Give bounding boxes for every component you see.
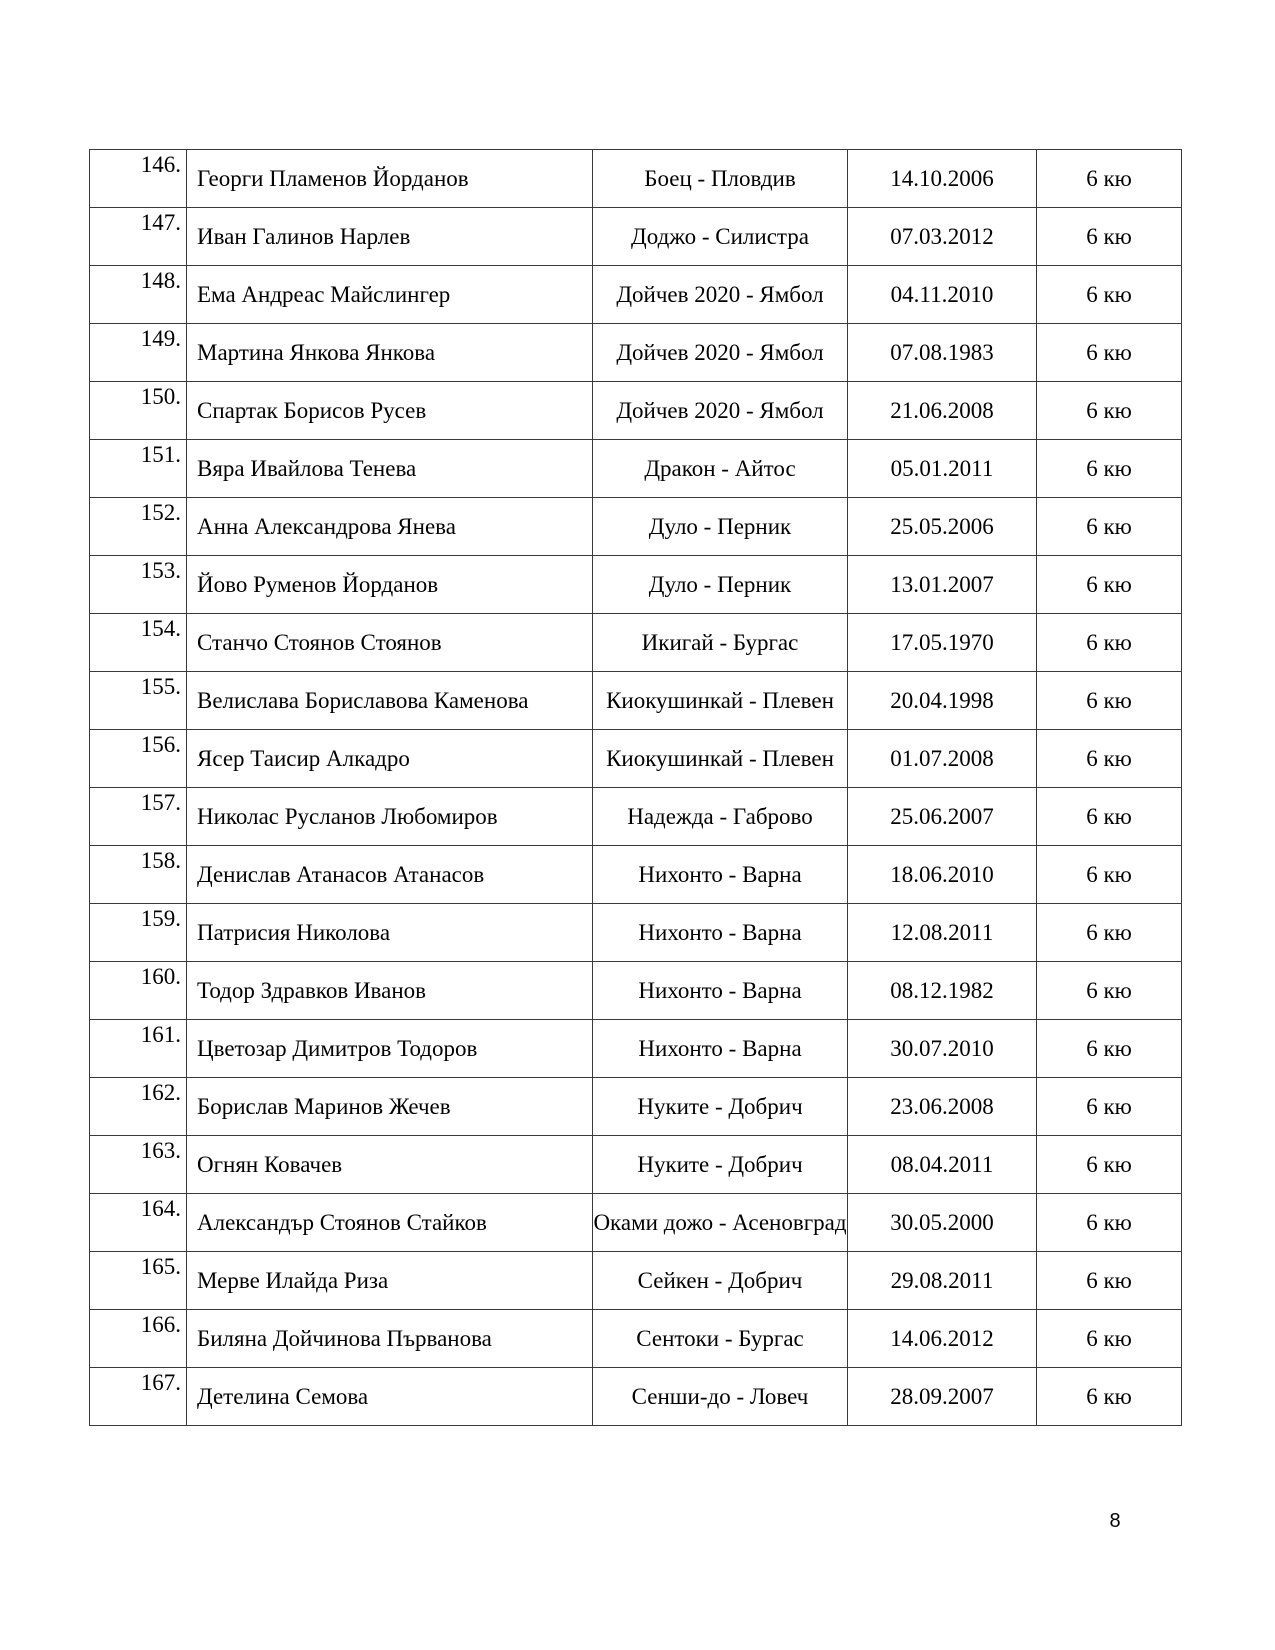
grade-cell: 6 кю (1037, 614, 1182, 672)
athlete-name-cell: Иван Галинов Нарлев (187, 208, 593, 266)
grade-cell: 6 кю (1037, 1252, 1182, 1310)
row-number-cell: 165. (90, 1252, 187, 1310)
grade-cell: 6 кю (1037, 962, 1182, 1020)
club-name-cell: Нихонто - Варна (593, 904, 848, 962)
club-name-cell: Дойчев 2020 - Ямбол (593, 266, 848, 324)
club-name-cell: Надежда - Габрово (593, 788, 848, 846)
row-number-cell: 158. (90, 846, 187, 904)
row-number-cell: 162. (90, 1078, 187, 1136)
table-row (90, 614, 1182, 672)
club-name-cell: Дойчев 2020 - Ямбол (593, 324, 848, 382)
row-number-cell: 163. (90, 1136, 187, 1194)
athlete-name-cell: Цветозар Димитров Тодоров (187, 1020, 593, 1078)
athlete-name-cell: Тодор Здравков Иванов (187, 962, 593, 1020)
club-name-cell: Доджо - Силистра (593, 208, 848, 266)
row-number-cell: 148. (90, 266, 187, 324)
club-name-cell: Нихонто - Варна (593, 1020, 848, 1078)
athlete-name-cell: Йово Руменов Йорданов (187, 556, 593, 614)
club-name-cell: Дракон - Айтос (593, 440, 848, 498)
athlete-name-cell: Станчо Стоянов Стоянов (187, 614, 593, 672)
athlete-name-cell: Мартина Янкова Янкова (187, 324, 593, 382)
table-row (90, 556, 1182, 614)
club-name-cell: Оками дожо - Асеновград (593, 1194, 848, 1252)
birth-date-cell: 07.03.2012 (848, 208, 1037, 266)
club-name-cell: Сентоки - Бургас (593, 1310, 848, 1368)
birth-date-cell: 08.04.2011 (848, 1136, 1037, 1194)
club-name-cell: Нуките - Добрич (593, 1078, 848, 1136)
athlete-name-cell: Ясер Таисир Алкадро (187, 730, 593, 788)
grade-cell: 6 кю (1037, 1078, 1182, 1136)
athlete-name-cell: Детелина Семова (187, 1368, 593, 1426)
row-number-cell: 146. (90, 150, 187, 208)
athlete-name-cell: Патрисия Николова (187, 904, 593, 962)
page-number: 8 (1109, 1510, 1121, 1532)
athlete-name-cell: Денислав Атанасов Атанасов (187, 846, 593, 904)
grade-cell: 6 кю (1037, 556, 1182, 614)
athlete-name-cell: Николас Русланов Любомиров (187, 788, 593, 846)
birth-date-cell: 29.08.2011 (848, 1252, 1037, 1310)
club-name-cell: Икигай - Бургас (593, 614, 848, 672)
table-row (90, 788, 1182, 846)
row-number-cell: 164. (90, 1194, 187, 1252)
birth-date-cell: 07.08.1983 (848, 324, 1037, 382)
table-row (90, 440, 1182, 498)
athlete-name-cell: Борислав Маринов Жечев (187, 1078, 593, 1136)
grade-cell: 6 кю (1037, 846, 1182, 904)
grade-cell: 6 кю (1037, 730, 1182, 788)
club-name-cell: Дуло - Перник (593, 556, 848, 614)
row-number-cell: 147. (90, 208, 187, 266)
table-row (90, 1136, 1182, 1194)
table-row (90, 1252, 1182, 1310)
club-name-cell: Киокушинкай - Плевен (593, 672, 848, 730)
birth-date-cell: 01.07.2008 (848, 730, 1037, 788)
club-name-cell: Нихонто - Варна (593, 846, 848, 904)
birth-date-cell: 20.04.1998 (848, 672, 1037, 730)
results-table-body (90, 150, 1182, 1426)
grade-cell: 6 кю (1037, 1020, 1182, 1078)
athlete-name-cell: Александър Стоянов Стайков (187, 1194, 593, 1252)
grade-cell: 6 кю (1037, 1136, 1182, 1194)
birth-date-cell: 18.06.2010 (848, 846, 1037, 904)
athlete-name-cell: Вяра Ивайлова Тенева (187, 440, 593, 498)
club-name-cell: Боец - Пловдив (593, 150, 848, 208)
table-row (90, 382, 1182, 440)
birth-date-cell: 30.05.2000 (848, 1194, 1037, 1252)
grade-cell: 6 кю (1037, 1368, 1182, 1426)
athlete-name-cell: Огнян Ковачев (187, 1136, 593, 1194)
athlete-name-cell: Велислава Бориславова Каменова (187, 672, 593, 730)
table-row (90, 1368, 1182, 1426)
birth-date-cell: 30.07.2010 (848, 1020, 1037, 1078)
table-row (90, 1194, 1182, 1252)
grade-cell: 6 кю (1037, 324, 1182, 382)
birth-date-cell: 14.06.2012 (848, 1310, 1037, 1368)
club-name-cell: Нихонто - Варна (593, 962, 848, 1020)
athlete-name-cell: Спартак Борисов Русев (187, 382, 593, 440)
birth-date-cell: 28.09.2007 (848, 1368, 1037, 1426)
grade-cell: 6 кю (1037, 1310, 1182, 1368)
birth-date-cell: 12.08.2011 (848, 904, 1037, 962)
table-row (90, 150, 1182, 208)
table-row (90, 1020, 1182, 1078)
grade-cell: 6 кю (1037, 498, 1182, 556)
row-number-cell: 155. (90, 672, 187, 730)
grade-cell: 6 кю (1037, 904, 1182, 962)
club-name-cell: Дуло - Перник (593, 498, 848, 556)
row-number-cell: 160. (90, 962, 187, 1020)
birth-date-cell: 05.01.2011 (848, 440, 1037, 498)
row-number-cell: 154. (90, 614, 187, 672)
row-number-cell: 150. (90, 382, 187, 440)
birth-date-cell: 25.05.2006 (848, 498, 1037, 556)
birth-date-cell: 14.10.2006 (848, 150, 1037, 208)
table-row (90, 498, 1182, 556)
birth-date-cell: 08.12.1982 (848, 962, 1037, 1020)
grade-cell: 6 кю (1037, 150, 1182, 208)
athlete-name-cell: Анна Александрова Янева (187, 498, 593, 556)
birth-date-cell: 25.06.2007 (848, 788, 1037, 846)
table-row (90, 266, 1182, 324)
grade-cell: 6 кю (1037, 266, 1182, 324)
row-number-cell: 156. (90, 730, 187, 788)
athlete-name-cell: Мерве Илайда Риза (187, 1252, 593, 1310)
table-row (90, 324, 1182, 382)
table-row (90, 962, 1182, 1020)
row-number-cell: 159. (90, 904, 187, 962)
table-row (90, 208, 1182, 266)
athlete-name-cell: Ема Андреас Майслингер (187, 266, 593, 324)
table-row (90, 1310, 1182, 1368)
table-row (90, 846, 1182, 904)
grade-cell: 6 кю (1037, 672, 1182, 730)
grade-cell: 6 кю (1037, 208, 1182, 266)
row-number-cell: 167. (90, 1368, 187, 1426)
birth-date-cell: 17.05.1970 (848, 614, 1037, 672)
athlete-name-cell: Биляна Дойчинова Първанова (187, 1310, 593, 1368)
row-number-cell: 153. (90, 556, 187, 614)
birth-date-cell: 23.06.2008 (848, 1078, 1037, 1136)
birth-date-cell: 04.11.2010 (848, 266, 1037, 324)
row-number-cell: 149. (90, 324, 187, 382)
table-row (90, 904, 1182, 962)
row-number-cell: 161. (90, 1020, 187, 1078)
club-name-cell: Сенши-до - Ловеч (593, 1368, 848, 1426)
row-number-cell: 151. (90, 440, 187, 498)
row-number-cell: 157. (90, 788, 187, 846)
table-row (90, 730, 1182, 788)
grade-cell: 6 кю (1037, 1194, 1182, 1252)
grade-cell: 6 кю (1037, 382, 1182, 440)
club-name-cell: Нуките - Добрич (593, 1136, 848, 1194)
table-row (90, 672, 1182, 730)
table-row (90, 1078, 1182, 1136)
row-number-cell: 152. (90, 498, 187, 556)
athlete-name-cell: Георги Пламенов Йорданов (187, 150, 593, 208)
club-name-cell: Киокушинкай - Плевен (593, 730, 848, 788)
birth-date-cell: 21.06.2008 (848, 382, 1037, 440)
results-table (89, 149, 1182, 1426)
grade-cell: 6 кю (1037, 788, 1182, 846)
club-name-cell: Сейкен - Добрич (593, 1252, 848, 1310)
row-number-cell: 166. (90, 1310, 187, 1368)
club-name-cell: Дойчев 2020 - Ямбол (593, 382, 848, 440)
birth-date-cell: 13.01.2007 (848, 556, 1037, 614)
grade-cell: 6 кю (1037, 440, 1182, 498)
